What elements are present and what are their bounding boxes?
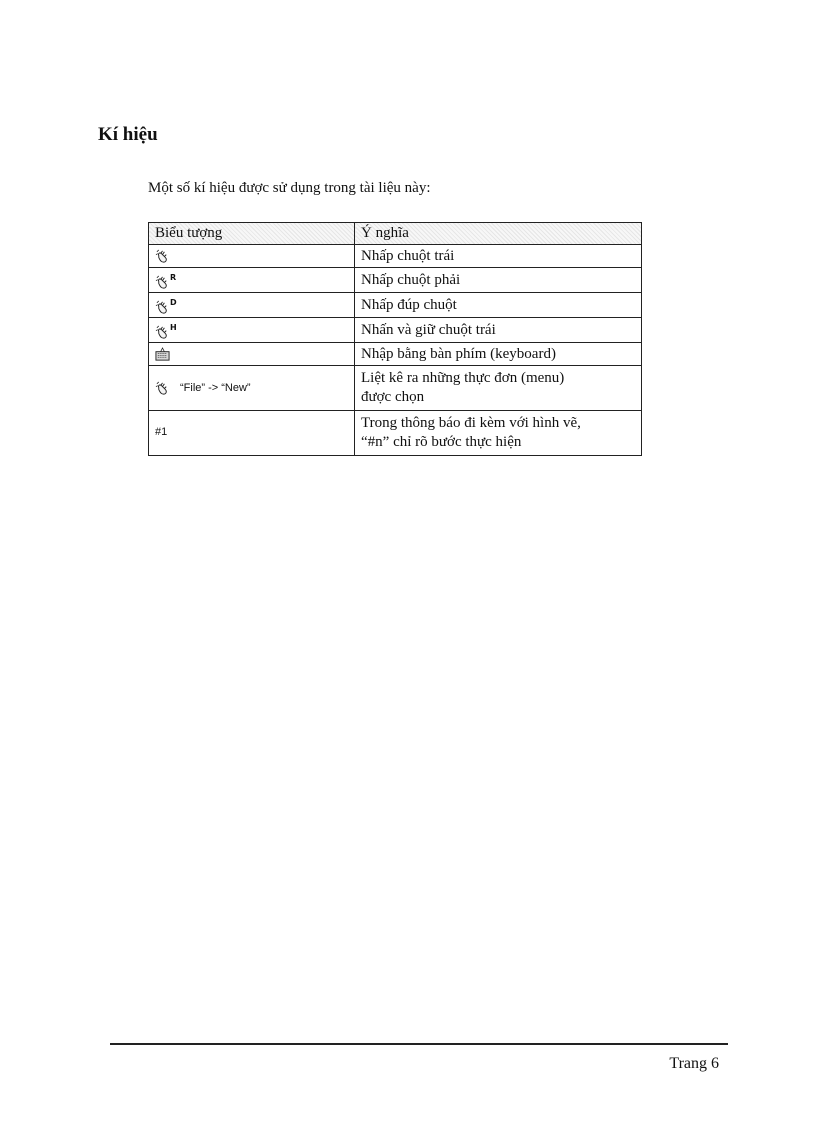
table-row xyxy=(149,268,642,293)
header-meaning: Ý nghĩa xyxy=(355,223,642,245)
menu-path-example: “File” -> “New” xyxy=(180,381,251,394)
symbol-cell xyxy=(149,343,355,366)
meaning-line-2: được chọn xyxy=(361,389,425,405)
meaning-cell: Nhấp chuột trái xyxy=(355,245,642,268)
meaning-cell: Nhấp chuột phải xyxy=(355,268,642,293)
table-row xyxy=(149,411,642,456)
meaning-cell: Nhập bằng bàn phím (keyboard) xyxy=(355,343,642,366)
symbol-cell xyxy=(149,245,355,268)
symbol-cell xyxy=(149,318,355,343)
keyboard-icon xyxy=(155,347,170,362)
meaning-cell: Nhấn và giữ chuột trái xyxy=(355,318,642,343)
symbol-cell xyxy=(149,366,355,411)
mouse-click-icon xyxy=(155,275,170,290)
header-symbol: Biểu tượng xyxy=(149,223,355,245)
mouse-click-icon xyxy=(155,325,170,340)
mouse-click-icon xyxy=(155,249,170,264)
meaning-line-1: Trong thông báo đi kèm với hình vẽ, xyxy=(361,415,581,431)
table-header-row xyxy=(149,223,642,245)
mouse-click-icon xyxy=(155,300,170,315)
section-heading: Kí hiệu xyxy=(98,124,158,145)
table-row xyxy=(149,318,642,343)
meaning-cell: Nhấp đúp chuột xyxy=(355,293,642,318)
meaning-cell xyxy=(355,366,642,411)
page-number: Trang 6 xyxy=(669,1055,719,1072)
footer-divider xyxy=(110,1043,728,1045)
table-row xyxy=(149,245,642,268)
symbol-cell xyxy=(149,293,355,318)
intro-paragraph: Một số kí hiệu được sử dụng trong tài liệu này: xyxy=(148,180,431,196)
table-row xyxy=(149,293,642,318)
symbol-cell xyxy=(149,411,355,456)
symbol-cell xyxy=(149,268,355,293)
right-click-marker: R xyxy=(170,273,177,282)
symbols-table xyxy=(148,222,642,456)
step-number-example: #1 xyxy=(155,426,168,439)
hold-click-marker: H xyxy=(170,323,177,332)
mouse-click-icon xyxy=(155,381,170,396)
table-row xyxy=(149,343,642,366)
meaning-cell xyxy=(355,411,642,456)
meaning-line-1: Liệt kê ra những thực đơn (menu) xyxy=(361,370,565,386)
double-click-marker: D xyxy=(170,298,177,307)
table-row xyxy=(149,366,642,411)
meaning-line-2: “#n” chỉ rõ bước thực hiện xyxy=(361,434,522,450)
